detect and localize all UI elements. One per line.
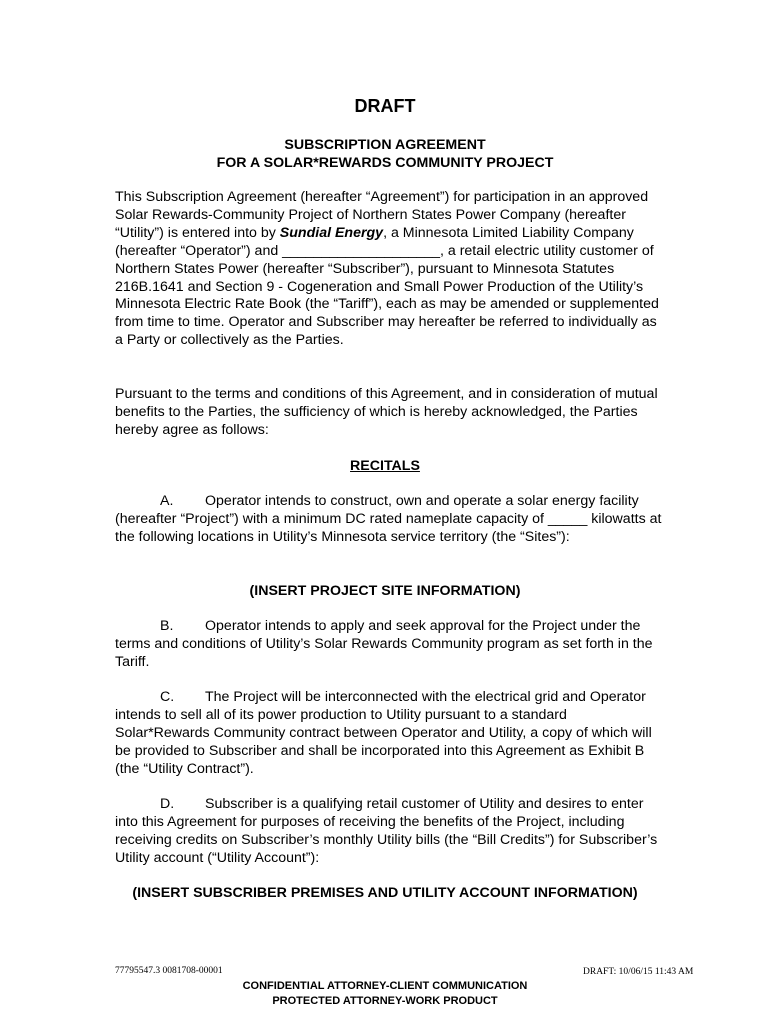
recital-a-text: Operator intends to construct, own and operate a solar energy facility (hereafter “Project”) with a minimum DC rated nameplate capacity of _____ kilowatts at the following locations in Utility’s Minnesota service territory (the “Sites”):	[115, 493, 662, 545]
intro-text-end: , a Minnesota Limited Liability Company (hereafter “Operator”) and ____________________, a retail electric utility customer of Northern States Power (hereafter “Subscriber”), pursuant to Minnesota Statutes 216B.1641 and Section 9 - Cogeneration and Small Power Production of the Utility’s Minnesota Electric Rate Book (the “Tariff”), each as may be amended or supplemented from time to time. Operator and Subscriber may hereafter be referred to individually as a Party or collectively as the Parties.	[115, 224, 659, 349]
insert-project-site-heading: (INSERT PROJECT SITE INFORMATION)	[249, 583, 521, 599]
operator-company-name: Sundial Energy	[279, 224, 384, 241]
recital-b	[115, 618, 663, 672]
draft-timestamp: DRAFT: 10/06/15 11:43 AM	[583, 967, 694, 977]
pursuant-paragraph: Pursuant to the terms and conditions of this Agreement, and in consideration of mutual benefits to the Parties, the sufficiency of which is hereby acknowledged, the Parties hereby agree as follows:	[115, 386, 658, 438]
insert-subscriber-heading: (INSERT SUBSCRIBER PREMISES AND UTILITY ACCOUNT INFORMATION)	[132, 885, 638, 901]
work-product-notice: PROTECTED ATTORNEY-WORK PRODUCT	[272, 995, 498, 1007]
recital-c-label: C.	[160, 689, 175, 705]
recital-d-label: D.	[160, 796, 175, 812]
intro-paragraph	[115, 189, 663, 350]
intro-text-start: This Subscription Agreement (hereafter “Agreement”) for participation in an approved Solar Rewards-Community Project of Northern States Power Company (hereafter “Utility”) is entered into by	[115, 189, 649, 241]
recital-d-text: Subscriber is a qualifying retail customer of Utility and desires to enter into this Agreement for purposes of receiving the benefits of the Project, including receiving credits on Subscriber’s monthly Utility bills (the “Bill Credits”) for Subscriber’s Utility account (“Utility Account”):	[115, 796, 658, 866]
recitals-heading: RECITALS	[350, 458, 420, 474]
agreement-subtitle: FOR A SOLAR*REWARDS COMMUNITY PROJECT	[216, 155, 554, 171]
confidential-notice: CONFIDENTIAL ATTORNEY-CLIENT COMMUNICATION	[242, 980, 528, 992]
recital-a	[115, 493, 663, 547]
document-id: 77795547.3 0081708-00001	[115, 966, 223, 976]
recital-d	[115, 796, 663, 868]
recital-b-text: Operator intends to apply and seek approval for the Project under the terms and conditions of Utility’s Solar Rewards Community program as set forth in the Tariff.	[115, 618, 653, 670]
recital-c	[115, 689, 663, 779]
agreement-title: SUBSCRIPTION AGREEMENT	[284, 137, 486, 153]
recital-a-label: A.	[160, 493, 174, 509]
draft-heading: DRAFT	[354, 96, 416, 116]
recital-c-text: The Project will be interconnected with the electrical grid and Operator intends to sell all of its power production to Utility pursuant to a standard Solar*Rewards Community contract between Operator and Utility, a copy of which will be provided to Subscriber and shall be incorporated into this Agreement as Exhibit B (the “Utility Contract”).	[115, 689, 652, 777]
recital-b-label: B.	[160, 618, 174, 634]
